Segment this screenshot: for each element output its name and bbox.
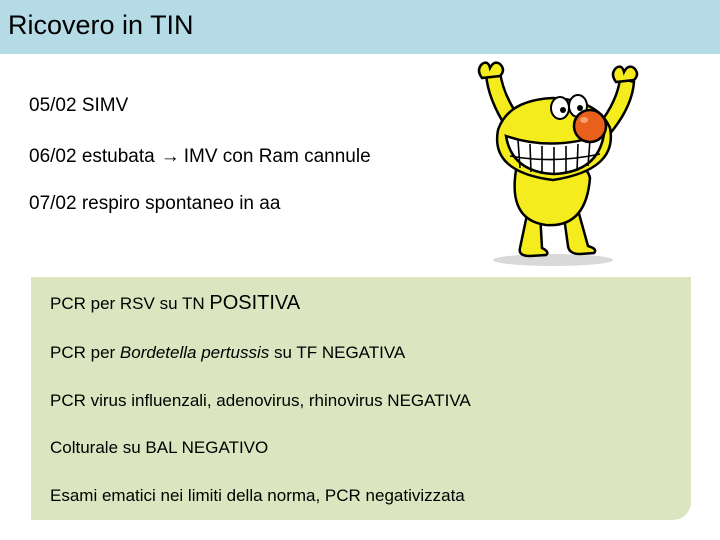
- title-bar: [0, 0, 720, 54]
- result-pertussis-suffix: su TF NEGATIVA: [273, 343, 406, 362]
- timeline-item-2-before: 06/02 estubata: [29, 146, 155, 167]
- timeline-item-3: 07/02 respiro spontaneo in aa: [29, 193, 281, 214]
- timeline-item-2-after: IMV con Ram cannule: [183, 146, 371, 167]
- results-panel: [31, 277, 691, 520]
- right-arrow-icon: →: [160, 146, 180, 167]
- result-pertussis: [50, 343, 405, 363]
- slide-title: Ricovero in TIN: [8, 10, 194, 40]
- timeline-item-2: [29, 146, 371, 168]
- result-bal: Colturale su BAL NEGATIVO: [50, 438, 269, 457]
- result-blood-tests: Esami ematici nei limiti della norma, PCR negativizzata: [50, 486, 465, 505]
- result-pertussis-organism: Bordetella pertussis: [119, 343, 270, 362]
- grinning-mascot-illustration: [468, 60, 643, 270]
- result-pertussis-prefix: PCR per: [50, 343, 116, 362]
- timeline-item-1: 05/02 SIMV: [29, 95, 129, 116]
- result-rsv-value: POSITIVA: [209, 292, 301, 314]
- result-rsv: [50, 292, 300, 315]
- result-viruses: PCR virus influenzali, adenovirus, rhinovirus NEGATIVA: [50, 391, 471, 410]
- result-rsv-label: PCR per RSV su TN: [50, 294, 205, 313]
